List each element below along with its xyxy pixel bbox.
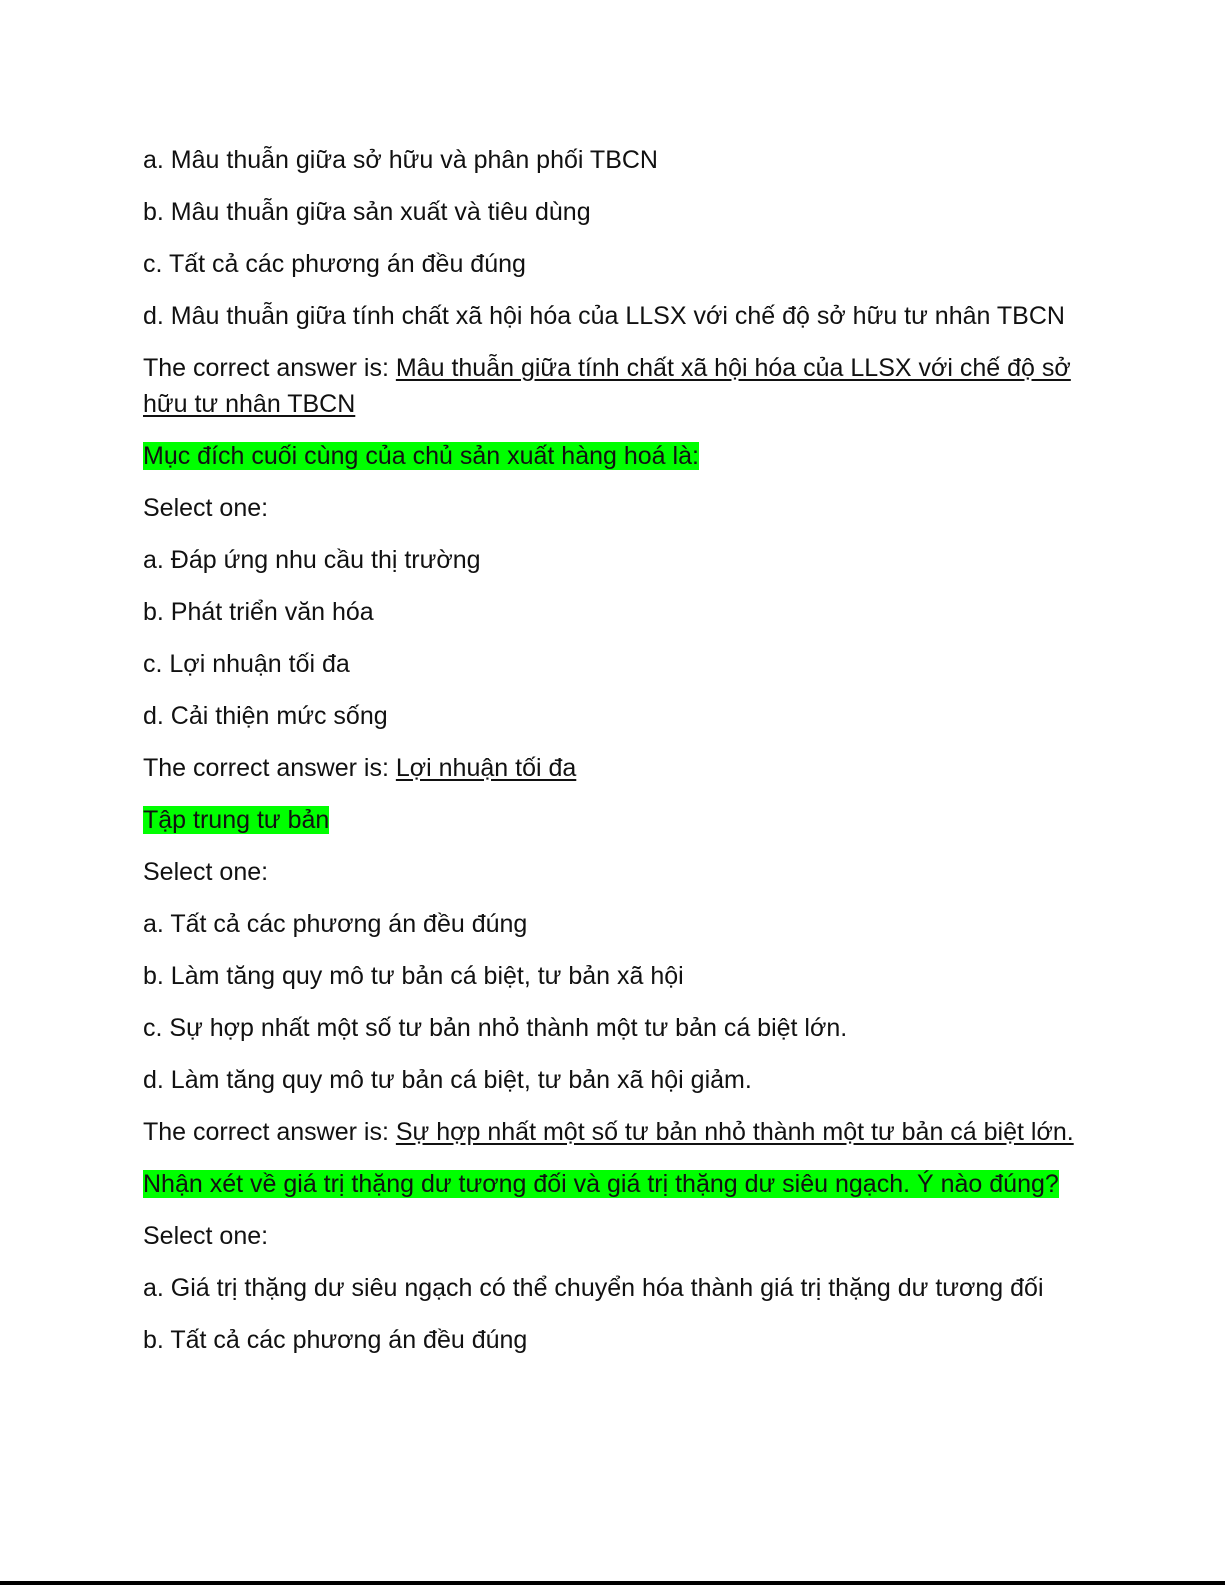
select-one-label: Select one: <box>143 1222 269 1250</box>
option-b: b. Tất cả các phương án đều đúng <box>143 1326 528 1354</box>
option-c: c. Tất cả các phương án đều đúng <box>143 250 526 278</box>
question-text-highlight: Nhận xét về giá trị thặng dư tương đối và giá trị thặng dư siêu ngạch. Ý nào đúng? <box>143 1170 1059 1198</box>
option-b: b. Làm tăng quy mô tư bản cá biệt, tư bản xã hội <box>143 962 684 990</box>
option-d: d. Cải thiện mức sống <box>143 702 388 730</box>
option-a: a. Giá trị thặng dư siêu ngạch có thể chuyển hóa thành giá trị thặng dư tương đối <box>143 1274 1044 1302</box>
correct-answer-text: Mâu thuẫn giữa tính chất xã hội hóa của LLSX với chế độ sở hữu tư nhân TBCN <box>143 354 1071 418</box>
option-d: d. Làm tăng quy mô tư bản cá biệt, tư bản xã hội giảm. <box>143 1066 752 1094</box>
correct-answer <box>143 1114 1083 1150</box>
option-a: a. Tất cả các phương án đều đúng <box>143 910 528 938</box>
page-bottom-border <box>0 1581 1225 1585</box>
correct-answer-prefix: The correct answer is: <box>143 1118 396 1146</box>
option-c: c. Sự hợp nhất một số tư bản nhỏ thành một tư bản cá biệt lớn. <box>143 1014 848 1042</box>
option-b: b. Phát triển văn hóa <box>143 598 374 626</box>
question-2 <box>143 438 1083 474</box>
select-one-label: Select one: <box>143 494 269 522</box>
option-d: d. Mâu thuẫn giữa tính chất xã hội hóa của LLSX với chế độ sở hữu tư nhân TBCN <box>143 302 1065 330</box>
question-text-highlight: Tập trung tư bản <box>143 806 330 834</box>
question-4 <box>143 1166 1083 1202</box>
question-text-highlight: Mục đích cuối cùng của chủ sản xuất hàng hoá là: <box>143 442 699 470</box>
correct-answer <box>143 350 1083 422</box>
option-a: a. Đáp ứng nhu cầu thị trường <box>143 546 481 574</box>
question-3 <box>143 802 1083 838</box>
correct-answer <box>143 750 1083 786</box>
option-c: c. Lợi nhuận tối đa <box>143 650 350 678</box>
select-one-label: Select one: <box>143 858 269 886</box>
document-content <box>143 142 1083 1374</box>
correct-answer-prefix: The correct answer is: <box>143 754 396 782</box>
correct-answer-prefix: The correct answer is: <box>143 354 396 382</box>
correct-answer-text: Lợi nhuận tối đa <box>395 754 577 782</box>
option-a: a. Mâu thuẫn giữa sở hữu và phân phối TBCN <box>143 146 658 174</box>
correct-answer-text: Sự hợp nhất một số tư bản nhỏ thành một tư bản cá biệt lớn. <box>395 1118 1074 1146</box>
option-b: b. Mâu thuẫn giữa sản xuất và tiêu dùng <box>143 198 591 226</box>
